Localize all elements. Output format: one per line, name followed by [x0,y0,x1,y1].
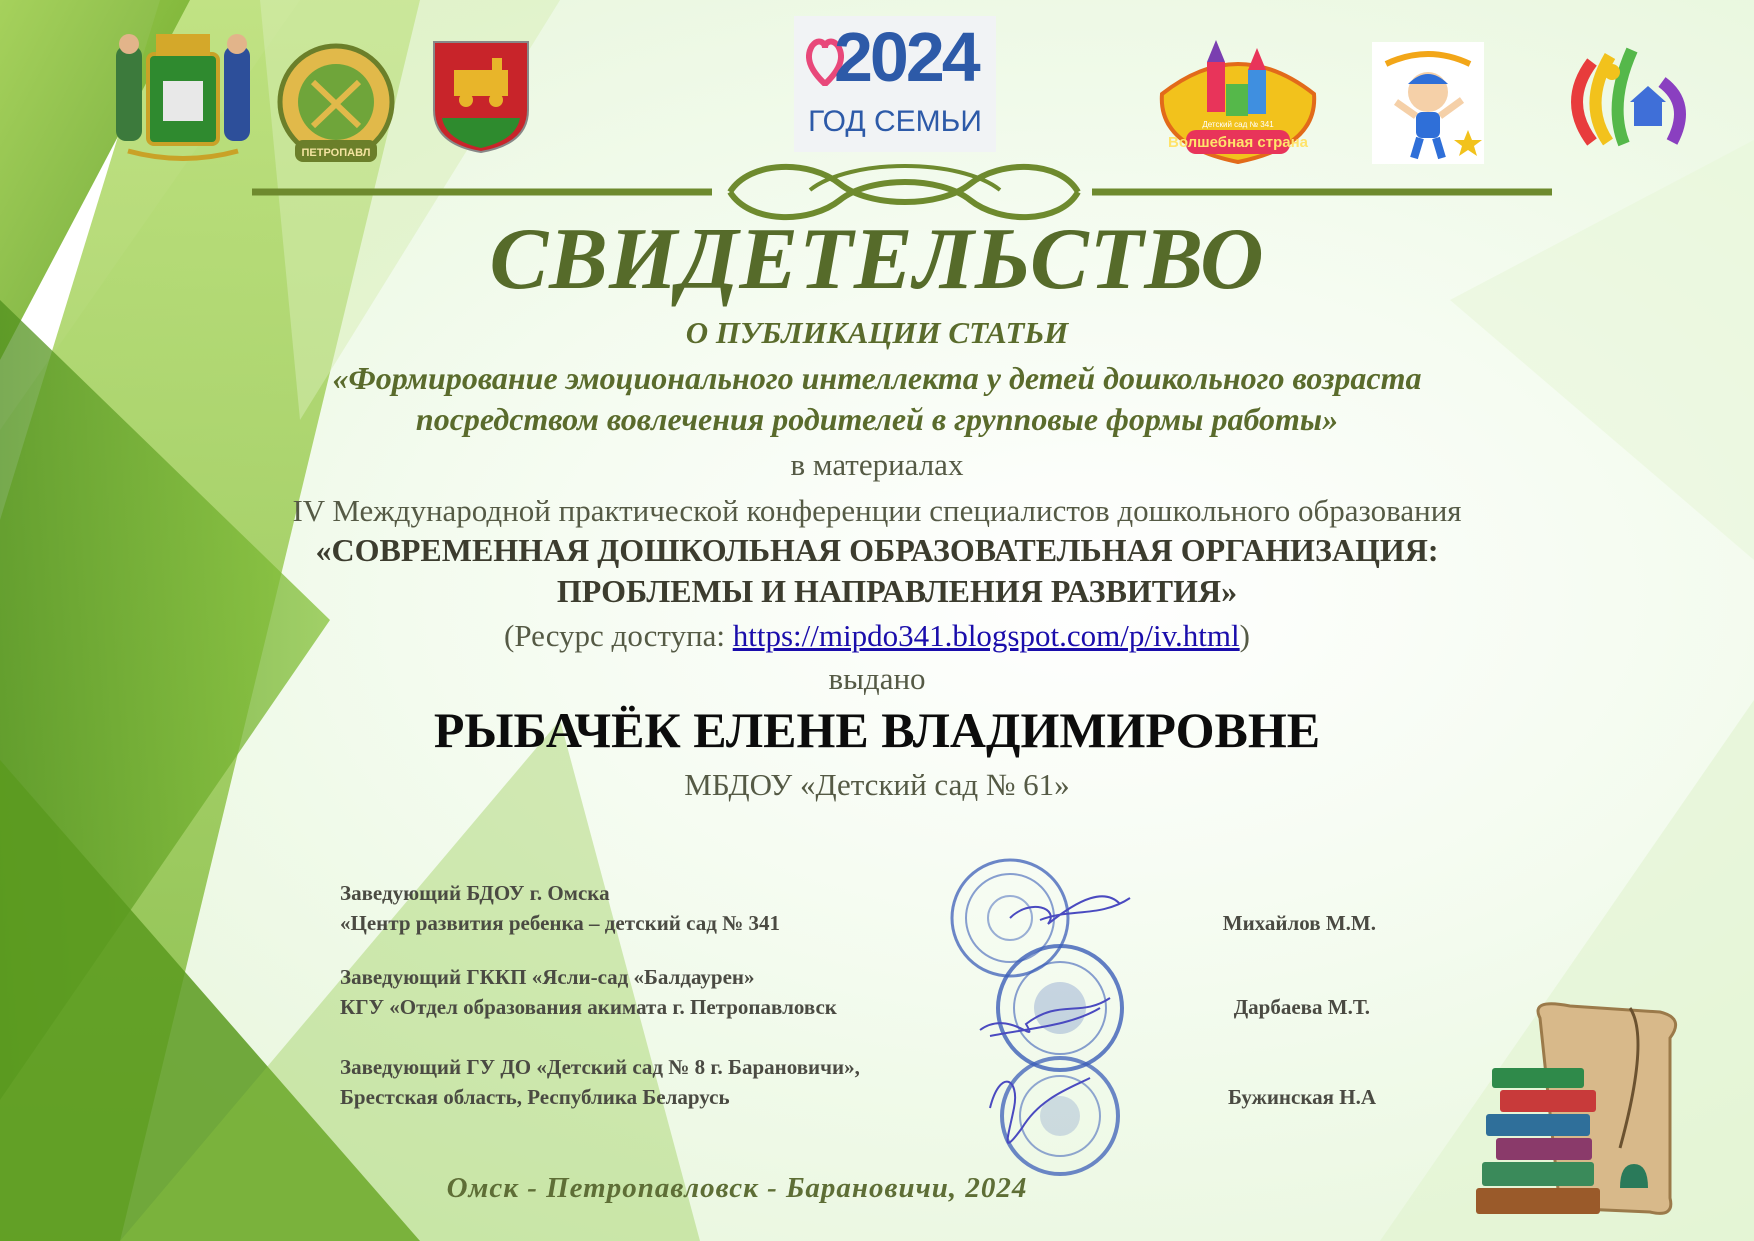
volshebnaya-strana-kindergarten-logo [1152,34,1324,166]
signature-block-3 [340,1052,860,1112]
rainbow-family-logo [1552,42,1702,156]
kindergarten-logo-name: Волшебная страна [1168,134,1308,151]
recipient-organization: МБДОУ «Детский сад № 61» [684,767,1070,802]
article-title [0,358,1754,440]
issued-text: выдано [828,661,926,696]
baldauren-kindergarten-logo [1372,42,1484,164]
baranovichi-coat-of-arms-logo [432,40,530,154]
signature-1-name: Михайлов М.М. [1222,911,1376,935]
logo-2024-caption: ГОД СЕМЬИ [808,105,982,138]
logo-2024-number: 2024 [834,18,978,96]
petropavl-emblem-text: ПЕТРОПАВЛ [301,147,371,159]
signature-block-2 [340,962,837,1022]
kindergarten-logo-small-text: Детский сад № 341 [1202,120,1274,129]
signature-1-organization: «Центр развития ребенка – детский сад № 341 [340,911,780,935]
conference-title-line-2: ПРОБЛЕМЫ И НАПРАВЛЕНИЯ РАЗВИТИЯ» [556,573,1238,609]
recipient-name: РЫБАЧЁК ЕЛЕНЕ ВЛАДИМИРОВНЕ [433,702,1321,758]
resource-access [0,617,1754,655]
article-title-line-1: «Формирование эмоционального интеллекта у детей дошкольного возраста [332,360,1422,396]
footer-cities-year: Омск - Петропавловск - Барановичи, 2024 [446,1172,1028,1204]
resource-prefix: (Ресурс доступа: [504,618,733,653]
stamp-baranovichi [1002,1058,1118,1174]
conference-title [0,530,1754,612]
resource-link[interactable]: https://mipdo341.blogspot.com/p/iv.html [732,618,1240,653]
omsk-coat-of-arms-logo [108,26,258,166]
signature-3-name: Бужинская Н.А [1228,1085,1376,1109]
books-scroll-illustration [1470,998,1690,1220]
signature-3-position: Заведующий ГУ ДО «Детский сад № 8 г. Барановичи», [340,1055,860,1079]
signature-3-organization: Брестская область, Республика Беларусь [340,1085,730,1109]
signature-2-organization: КГУ «Отдел образования акимата г. Петропавловск [340,995,837,1019]
signature-block-1 [340,878,780,938]
article-title-line-2: посредством вовлечения родителей в групповые формы работы» [415,401,1339,437]
certificate-subtitle: О ПУБЛИКАЦИИ СТАТЬИ [685,315,1069,350]
in-materials-text: в материалах [790,447,964,482]
signature-1-position: Заведующий БДОУ г. Омска [340,881,610,905]
signature-2-name: Дарбаева М.Т. [1233,995,1370,1019]
year-of-family-2024-logo [794,16,996,152]
signature-2-position: Заведующий ГККП «Ясли-сад «Балдаурен» [340,965,755,989]
petropavl-emblem-logo [273,42,399,168]
resource-suffix: ) [1239,618,1250,653]
certificate-title: СВИДЕТЕЛЬСТВО [489,211,1265,308]
conference-name: IV Международной практической конференции специалистов дошкольного образования [292,493,1462,528]
conference-title-line-1: «СОВРЕМЕННАЯ ДОШКОЛЬНАЯ ОБРАЗОВАТЕЛЬНАЯ ОРГАНИЗАЦИЯ: [315,532,1439,568]
